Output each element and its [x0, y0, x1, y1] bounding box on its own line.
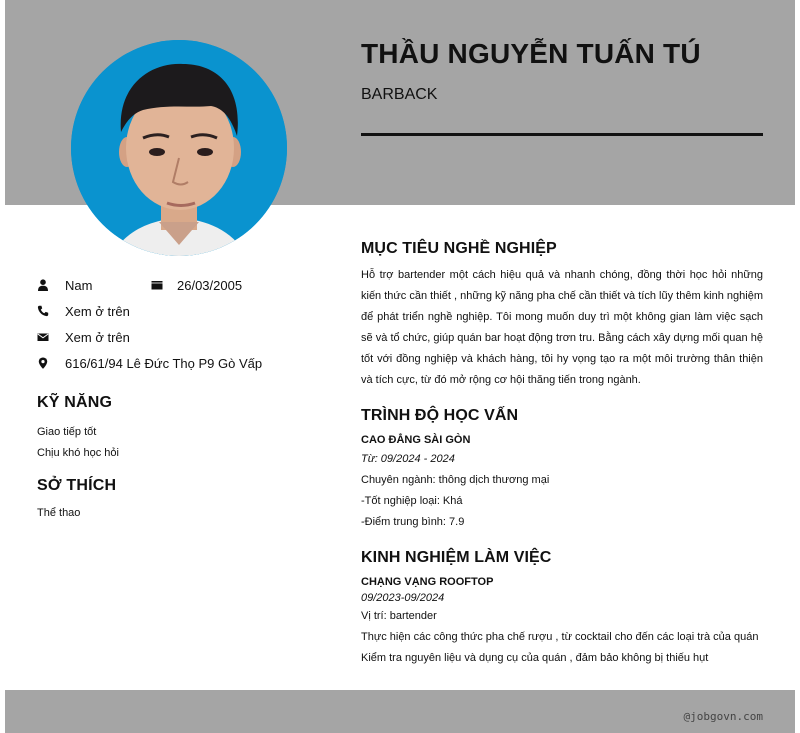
footer-band	[5, 690, 795, 733]
info-row-address	[37, 350, 327, 376]
address-text: 616/61/94 Lê Đức Thọ P9 Gò Vấp	[65, 355, 263, 371]
candidate-role: BARBACK	[361, 86, 438, 103]
objective-text: Hỗ trợ bartender một cách hiệu quả và nhanh chóng, đồng thời học hỏi những kiến thức cần thiết , những kỹ năng pha chế cần thiết và tích lũy thêm kinh nghiệm để phát triển nghề nghiệp. Tôi mong muốn duy trì một không gian làm việc sạch sẽ và tổ chức, giúp quán bar hoạt động trơn tru. Bằng cách xây dựng mối quan hệ tốt với đồng nghiệp và khách hàng, tôi hy vọng tạo ra một môi trường thân thiện và tích cực, từ đó mở rộng cơ hội thăng tiến trong ngành.	[361, 269, 763, 386]
right-column	[361, 240, 763, 669]
skill-item: Chịu khó học hỏi	[37, 447, 119, 459]
experience-line: Vị trí: bartender	[361, 610, 437, 622]
candidate-name: THẦU NGUYỄN TUẤN TÚ	[361, 38, 701, 69]
skills-heading: KỸ NĂNG	[37, 394, 113, 411]
footer-brand: @jobgovn.com	[683, 710, 763, 723]
hobby-item: Thể thao	[37, 507, 81, 519]
skills-section	[37, 394, 327, 464]
hobbies-section	[37, 477, 327, 524]
school-name: CAO ĐẲNG SÀI GÒN	[361, 434, 471, 446]
info-row-phone	[37, 298, 327, 324]
skill-item: Giao tiếp tốt	[37, 426, 97, 438]
left-column	[37, 272, 327, 524]
phone-text: Xem ở trên	[65, 303, 130, 319]
experience-line: Thực hiện các công thức pha chế rượu , từ cocktail cho đến các loại trà của quán	[361, 631, 759, 643]
education-heading: TRÌNH ĐỘ HỌC VẤN	[361, 407, 519, 424]
portrait-image	[71, 40, 287, 256]
education-line: Chuyên ngành: thông dịch thương mại	[361, 474, 550, 486]
experience-period: 09/2023-09/2024	[361, 592, 445, 604]
experience-line: Kiểm tra nguyên liệu và dụng cụ của quán , đảm bảo không bị thiếu hụt	[361, 652, 709, 664]
header-divider	[361, 133, 763, 136]
mail-icon	[37, 331, 49, 343]
calendar-icon	[151, 279, 163, 291]
dob-group	[151, 272, 242, 298]
education-line: -Điểm trung bình: 7.9	[361, 516, 465, 528]
experience-heading: KINH NGHIỆM LÀM VIỆC	[361, 549, 552, 566]
education-section	[361, 407, 763, 533]
education-period: Từ: 09/2024 - 2024	[361, 453, 455, 465]
info-row-gender	[37, 272, 327, 298]
education-line: -Tốt nghiệp loại: Khá	[361, 495, 463, 507]
dob-text: 26/03/2005	[177, 277, 243, 293]
objective-heading: MỤC TIÊU NGHỀ NGHIỆP	[361, 240, 557, 257]
profile-photo	[71, 40, 287, 256]
location-pin-icon	[37, 357, 49, 369]
company-name: CHẠNG VẠNG ROOFTOP	[361, 576, 494, 588]
hobbies-heading: SỞ THÍCH	[37, 477, 117, 494]
gender-text: Nam	[65, 277, 93, 293]
person-icon	[37, 279, 49, 291]
objective-section	[361, 240, 763, 391]
phone-icon	[37, 305, 49, 317]
info-row-email	[37, 324, 327, 350]
experience-section	[361, 549, 763, 669]
email-text: Xem ở trên	[65, 329, 130, 345]
